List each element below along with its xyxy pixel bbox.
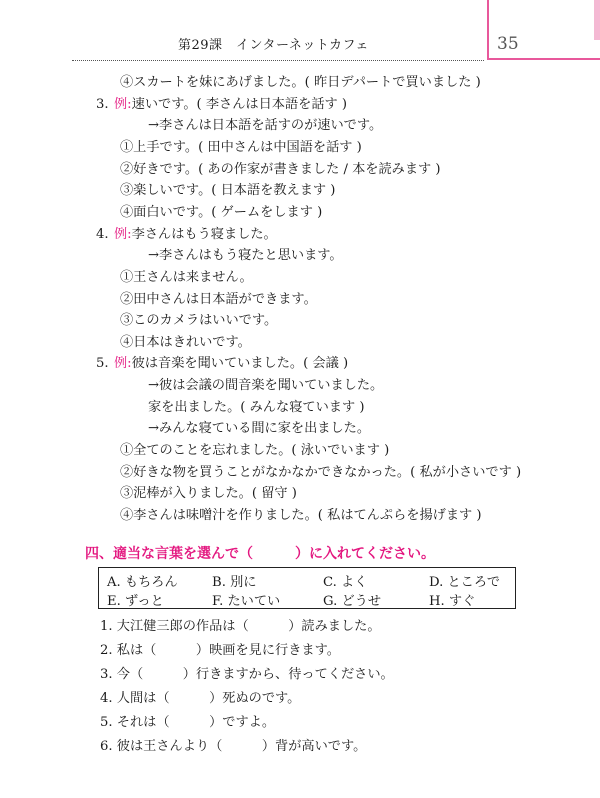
choice-h: H. すぐ	[429, 594, 476, 609]
line-text: 李さんはもう寝ました。	[131, 227, 277, 242]
line-text: ④日本はきれいです。	[120, 335, 251, 350]
question-3: 3. 今（ ）行きますから、待ってください。	[100, 667, 394, 682]
example-label: 例:	[114, 97, 132, 112]
exercise-line	[120, 140, 362, 156]
choice-g: G. どうせ	[323, 594, 382, 609]
choice-e: E. ずっと	[107, 594, 164, 609]
exercise-line	[120, 183, 335, 199]
line-text: ①王さんは来ません。	[120, 270, 253, 285]
chapter-title: 第29課 インターネットカフェ	[178, 38, 369, 53]
section-4-title: 四、適当な言葉を選んで（ ）に入れてください。	[85, 546, 435, 562]
exercise-line	[148, 421, 370, 437]
item-number: 5.	[96, 356, 109, 371]
exercise-line	[148, 118, 382, 134]
exercise-line	[120, 486, 297, 502]
line-text: ②好きな物を買うことがなかなかできなかった。( 私が小さいです )	[120, 465, 522, 480]
line-text: →李さんは日本語を話すのが速いです。	[148, 118, 383, 133]
exercise-line	[120, 270, 253, 286]
item-number: 4.	[96, 227, 109, 242]
choices-box	[98, 567, 516, 609]
line-text: ①全てのことを忘れました。( 泳いでいます )	[120, 443, 390, 458]
line-text: ①上手です。( 田中さんは中国語を話す )	[120, 140, 362, 155]
exercise-line	[96, 227, 277, 243]
header-pink-horizontal-rule	[487, 58, 600, 60]
exercise-line	[120, 313, 277, 329]
line-text: →李さんはもう寝たと思います。	[148, 248, 343, 263]
exercise-line	[120, 292, 317, 308]
exercise-line	[120, 75, 481, 91]
example-label: 例:	[114, 356, 132, 371]
line-text: ③泥棒が入りました。( 留守 )	[120, 486, 297, 501]
exercise-line	[120, 205, 322, 221]
question-4: 4. 人間は（ ）死ぬのです。	[100, 691, 301, 706]
question-1: 1. 大江健三郎の作品は（ ）読みました。	[100, 619, 381, 634]
header-pink-vertical-rule	[487, 0, 489, 58]
question-2: 2. 私は（ ）映画を見に行きます。	[100, 643, 340, 658]
page-edge-tab	[594, 0, 600, 40]
line-text: 速いです。( 李さんは日本語を話す )	[131, 97, 348, 112]
page-number: 35	[497, 34, 519, 54]
exercise-line	[120, 335, 251, 351]
exercise-line	[96, 97, 347, 113]
line-text: ③このカメラはいいです。	[120, 313, 278, 328]
line-text: ③楽しいです。( 日本語を教えます )	[120, 183, 336, 198]
header-dotted-rule	[72, 60, 484, 61]
exercise-line	[120, 162, 441, 178]
line-text: ④面白いです。( ゲームをします )	[120, 205, 323, 220]
exercise-line	[120, 508, 482, 524]
line-text: ②好きです。( あの作家が書きました / 本を読みます )	[120, 162, 441, 177]
question-6: 6. 彼は王さんより（ ）背が高いです。	[100, 739, 367, 754]
exercise-line	[120, 443, 389, 459]
exercise-line	[148, 400, 365, 416]
item-number: 3.	[96, 97, 109, 112]
exercise-line	[120, 465, 521, 481]
line-text: →みんな寝ている間に家を出ました。	[148, 421, 371, 436]
line-text: ④スカートを妹にあげました。( 昨日デパートで買いました )	[120, 75, 481, 90]
choice-b: B. 別に	[212, 575, 257, 590]
exercise-line	[148, 378, 383, 394]
exercise-line	[96, 356, 348, 372]
choice-f: F. たいてい	[212, 594, 281, 609]
line-text: 家を出ました。( みんな寝ています )	[148, 400, 365, 415]
example-label: 例:	[114, 227, 132, 242]
line-text: →彼は会議の間音楽を聞いていました。	[148, 378, 384, 393]
line-text: ④李さんは味噌汁を作りました。( 私はてんぷらを揚げます )	[120, 508, 482, 523]
exercise-line	[148, 248, 343, 264]
choice-d: D. ところで	[429, 575, 501, 590]
line-text: ②田中さんは日本語ができます。	[120, 292, 317, 307]
question-5: 5. それは（ ）ですよ。	[100, 715, 276, 730]
choice-c: C. よく	[323, 575, 368, 590]
choice-a: A. もちろん	[107, 575, 178, 590]
line-text: 彼は音楽を聞いていました。( 会議 )	[131, 356, 349, 371]
